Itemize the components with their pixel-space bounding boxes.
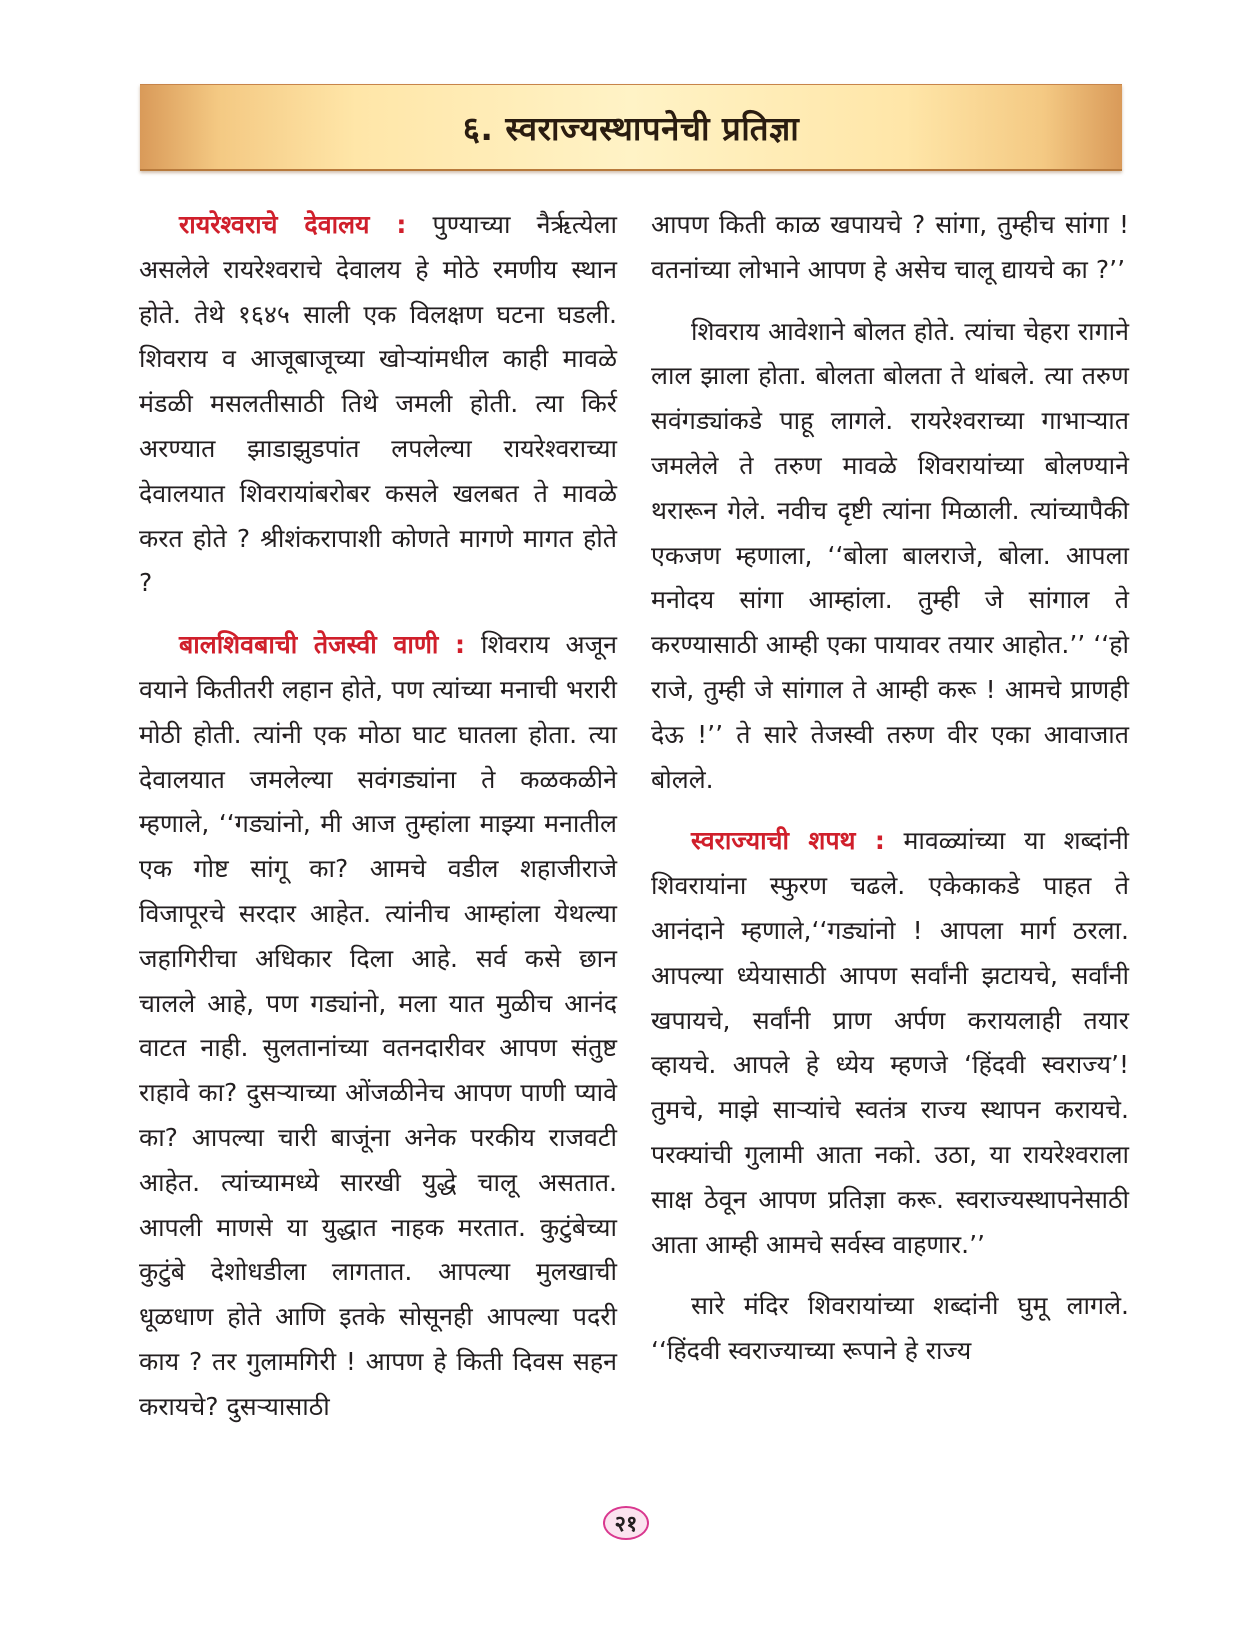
paragraph-raireshwar-temple [139, 203, 617, 606]
section-heading-swarajya-oath: स्वराज्याची शपथ : [691, 826, 885, 856]
section-heading-raireshwar-temple: रायरेश्वराचे देवालय : [179, 210, 407, 239]
paragraph-text: शिवराय अजून वयाने कितीतरी लहान होते, पण त्यांच्या मनाची भरारी मोठी होती. त्यांनी एक मोठा घाट घातला होता. त्या देवालयात जमलेल्या सवंगड्यांना ते कळकळीने म्हणाले, ‘‘गड्यांनो, मी आज तुम्हांला माझ्या मनातील एक गोष्ट सांगू का? आमचे वडील शहाजीराजे विजापूरचे सरदार आहेत. त्यांनीच आम्हांला येथल्या जहागिरीचा अधिकार दिला आहे. सर्व कसे छान चालले आहे, पण गड्यांनो, मला यात मुळीच आनंद वाटत नाही. सुलतानांच्या वतनदारीवर आपण संतुष्ट राहावे का? दुसऱ्याच्या ओंजळीनेच आपण पाणी प्यावे का? आपल्या चारी बाजूंना अनेक परकीय राजवटी आहेत. त्यांच्यामध्ये सारखी युद्धे चालू असतात. आपली माणसे या युद्धात नाहक मरतात. कुटुंबेच्या कुटुंबे देशोधडीला लागतात. आपल्या मुलखाची धूळधाण होते आणि इतके सोसूनही आपल्या पदरी काय ? तर गुलामगिरी ! आपण हे किती दिवस सहन करायचे? दुसऱ्यासाठी [139, 630, 617, 1421]
paragraph-swarajya-oath [651, 819, 1129, 1267]
paragraph-temple-echo: सारे मंदिर शिवरायांच्या शब्दांनी घुमू लागले. ‘‘हिंदवी स्वराज्याच्या रूपाने हे राज्य [651, 1291, 1129, 1366]
page-number: २१ [614, 1512, 638, 1537]
page-number-badge [603, 1506, 649, 1540]
chapter-title-banner [140, 84, 1122, 171]
section-heading-balshivba-speech: बालशिवबाची तेजस्वी वाणी : [179, 630, 466, 660]
paragraph-text: मावळ्यांच्या या शब्दांनी शिवरायांना स्फुरण चढले. एकेकाकडे पाहत ते आनंदाने म्हणाले,‘‘गड्यांनो ! आपला मार्ग ठरला. आपल्या ध्येयासाठी आपण सर्वांनी झटायचे, सर्वांनी खपायचे, सर्वांनी प्राण अर्पण करायलाही तयार व्हायचे. आपले हे ध्येय म्हणजे ‘हिंदवी स्वराज्य’! तुमचे, माझे साऱ्यांचे स्वतंत्र राज्य स्थापन करायचे. परक्यांची गुलामी आता नको. उठा, या रायरेश्वराला साक्ष ठेवून आपण प्रतिज्ञा करू. स्वराज्यस्थापनेसाठी आता आम्ही आमचे सर्वस्व वाहणार.’’ [651, 826, 1130, 1259]
paragraph-text: पुण्याच्या नैर्ऋत्येला असलेले रायरेश्वराचे देवालय हे मोठे रमणीय स्थान होते. तेथे १६४५ साली एक विलक्षण घटना घडली. शिवराय व आजूबाजूच्या खोऱ्यांमधील काही मावळे मंडळी मसलतीसाठी तिथे जमली होती. त्या किर्र अरण्यात झाडाझुडपांत लपलेल्या रायरेश्वराच्या देवालयात शिवरायांबरोबर कसले खलबत ते मावळे करत होते ? श्रीशंकरापाशी कोणते मागणे मागत होते ? [139, 210, 617, 598]
chapter-title: ६. स्वराज्यस्थापनेची प्रतिज्ञा [462, 108, 800, 148]
paragraph-continuation: आपण किती काळ खपायचे ? सांगा, तुम्हीच सांगा ! वतनांच्या लोभाने आपण हे असेच चालू द्यायचे का ?’’ [651, 210, 1129, 284]
paragraph-balshivba-speech [139, 623, 617, 1429]
right-column [651, 203, 1129, 1374]
left-column [139, 203, 617, 1430]
paragraph-shivray-speaking: शिवराय आवेशाने बोलत होते. त्यांचा चेहरा रागाने लाल झाला होता. बोलता बोलता ते थांबले. त्या तरुण सवंगड्यांकडे पाहू लागले. रायरेश्वराच्या गाभाऱ्यात जमलेले ते तरुण मावळे शिवरायांच्या बोलण्याने थरारून गेले. नवीच दृष्टी त्यांना मिळाली. त्यांच्यापैकी एकजण म्हणाला, ‘‘बोला बालराजे, बोला. आपला मनोदय सांगा आम्हांला. तुम्ही जे सांगाल ते करण्यासाठी आम्ही एका पायावर तयार आहोत.’’ ‘‘हो राजे, तुम्ही जे सांगाल ते आम्ही करू ! आमचे प्राणही देऊ !’’ ते सारे तेजस्वी तरुण वीर एका आवाजात बोलले. [651, 316, 1129, 794]
